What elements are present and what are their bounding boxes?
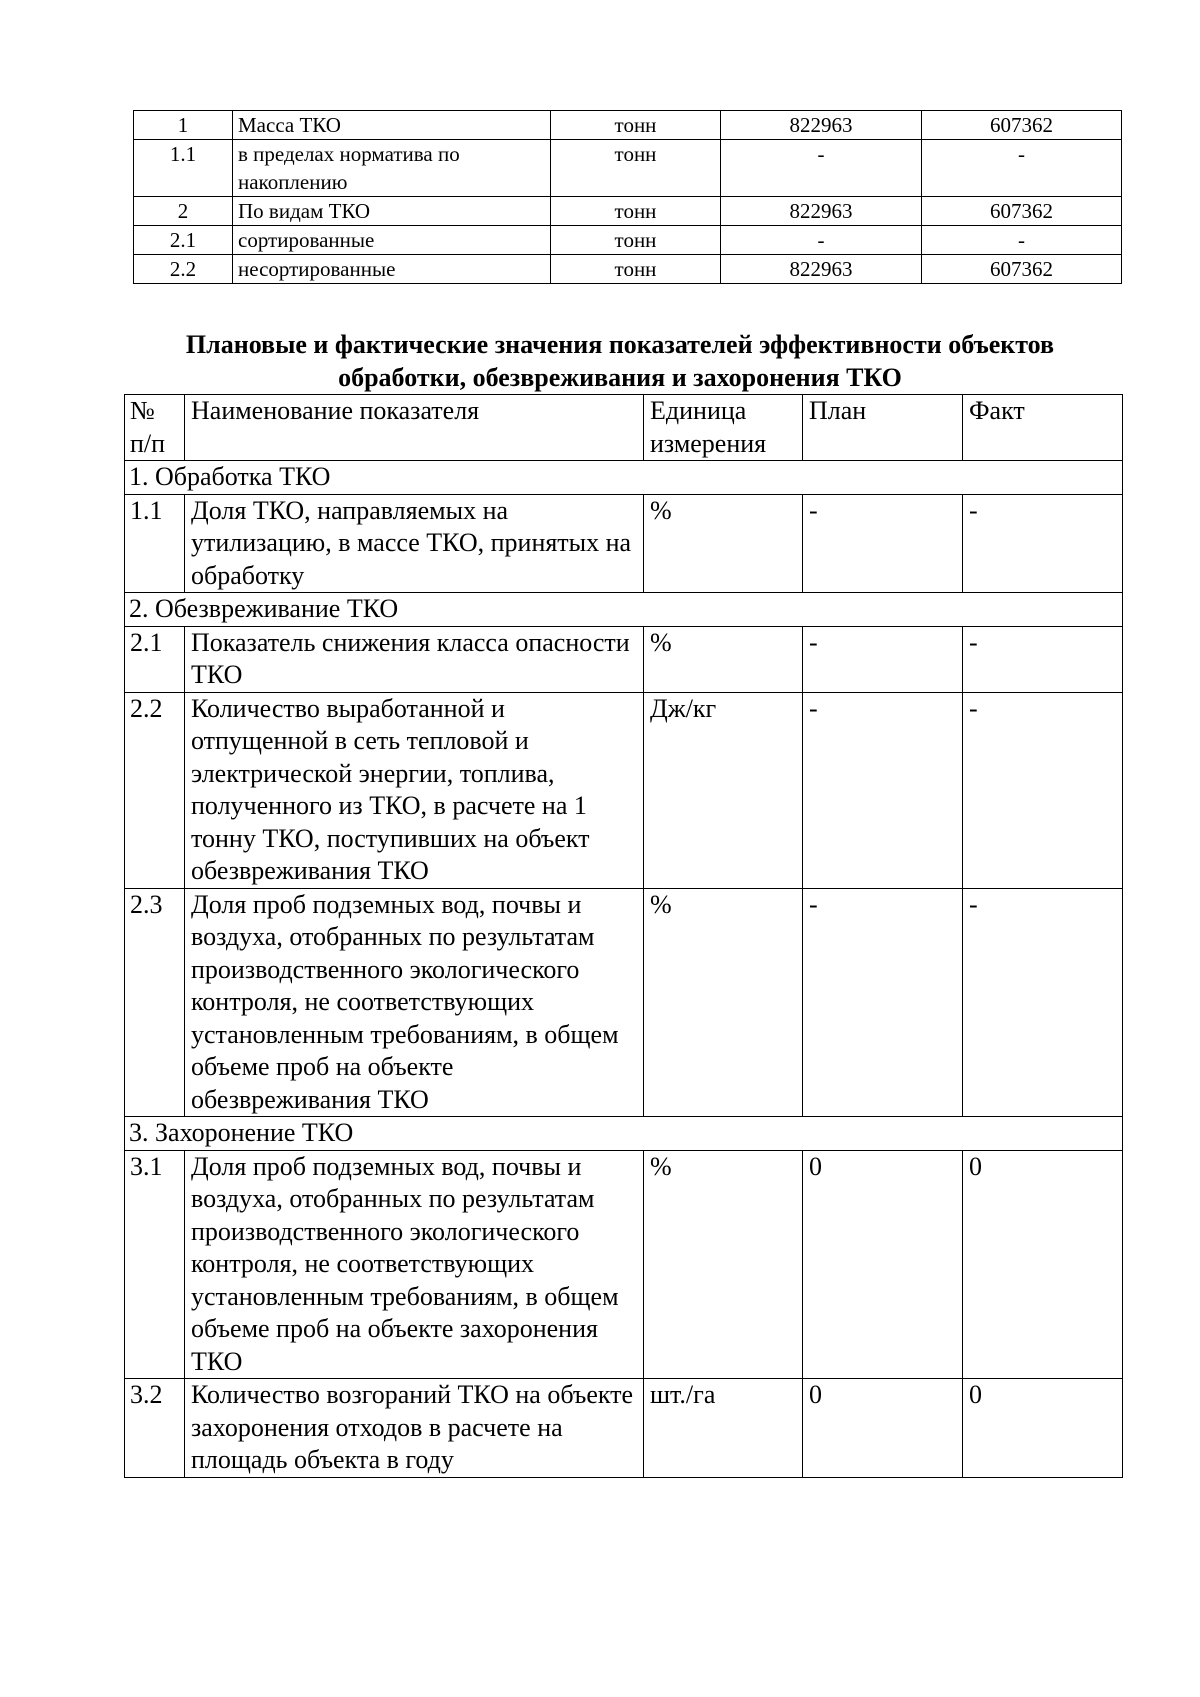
row-name: несортированные (233, 255, 551, 284)
row-number: 2.3 (125, 888, 185, 1117)
row-name: Доля проб подземных вод, почвы и воздуха, отобранных по результатам производственного экологического контроля, не соответствующих установленным требованиям, в общем объеме проб на объекте обезвреживания ТКО (185, 888, 644, 1117)
row-number: 3.1 (125, 1150, 185, 1379)
row-value-1: - (721, 226, 922, 255)
table-row (134, 197, 1122, 226)
table-row (125, 494, 1123, 593)
section-row (125, 461, 1123, 495)
row-name: Доля проб подземных вод, почвы и воздуха, отобранных по результатам производственного экологического контроля, не соответствующих установленным требованиям, в общем объеме проб на объекте захоронения ТКО (185, 1150, 644, 1379)
row-number: 2.1 (125, 626, 185, 692)
header-unit: Единица измерения (644, 395, 803, 461)
section-row (125, 593, 1123, 627)
row-value-1: 822963 (721, 255, 922, 284)
row-value-1: 822963 (721, 111, 922, 140)
section-title: Плановые и фактические значения показателей эффективности объектов обработки, обезвреживания и захоронения ТКО (185, 330, 1055, 392)
row-name: Показатель снижения класса опасности ТКО (185, 626, 644, 692)
row-fact: - (963, 888, 1123, 1117)
table-row (134, 140, 1122, 197)
row-name: сортированные (233, 226, 551, 255)
row-number: 2.1 (134, 226, 233, 255)
header-plan: План (803, 395, 963, 461)
row-plan: - (803, 494, 963, 593)
table-row (125, 888, 1123, 1117)
table-row (134, 226, 1122, 255)
row-value-2: 607362 (922, 255, 1122, 284)
row-number: 1.1 (134, 140, 233, 197)
section-title-cell: 1. Обработка ТКО (125, 461, 1123, 495)
row-unit: тонн (551, 197, 721, 226)
row-number: 1.1 (125, 494, 185, 593)
row-number: 1 (134, 111, 233, 140)
section-title-cell: 3. Захоронение ТКО (125, 1117, 1123, 1151)
row-number: 3.2 (125, 1379, 185, 1478)
row-number: 2.2 (125, 692, 185, 888)
row-plan: - (803, 626, 963, 692)
table-row (134, 255, 1122, 284)
row-name: Доля ТКО, направляемых на утилизацию, в массе ТКО, принятых на обработку (185, 494, 644, 593)
row-value-2: 607362 (922, 111, 1122, 140)
row-unit: % (644, 1150, 803, 1379)
table-row (125, 626, 1123, 692)
row-value-1: - (721, 140, 922, 197)
row-fact: - (963, 494, 1123, 593)
row-name: По видам ТКО (233, 197, 551, 226)
row-unit: тонн (551, 255, 721, 284)
section-row (125, 1117, 1123, 1151)
row-value-2: - (922, 226, 1122, 255)
header-fact: Факт (963, 395, 1123, 461)
row-unit: % (644, 888, 803, 1117)
row-name: в пределах норматива по накоплению (233, 140, 551, 197)
row-value-2: - (922, 140, 1122, 197)
volume-table (133, 110, 1122, 284)
row-value-1: 822963 (721, 197, 922, 226)
row-number: 2.2 (134, 255, 233, 284)
row-plan: 0 (803, 1379, 963, 1478)
row-plan: - (803, 888, 963, 1117)
row-unit: % (644, 626, 803, 692)
row-fact: 0 (963, 1150, 1123, 1379)
row-fact: - (963, 692, 1123, 888)
header-num: № п/п (125, 395, 185, 461)
table-row (125, 1379, 1123, 1478)
row-unit: % (644, 494, 803, 593)
table-row (125, 1150, 1123, 1379)
indicators-table (124, 394, 1123, 1478)
row-name: Масса ТКО (233, 111, 551, 140)
header-name: Наименование показателя (185, 395, 644, 461)
table-header-row (125, 395, 1123, 461)
row-unit: тонн (551, 226, 721, 255)
row-name: Количество выработанной и отпущенной в сеть тепловой и электрической энергии, топлива, полученного из ТКО, в расчете на 1 тонну ТКО, поступивших на объект обезвреживания ТКО (185, 692, 644, 888)
row-fact: 0 (963, 1379, 1123, 1478)
row-unit: тонн (551, 111, 721, 140)
row-number: 2 (134, 197, 233, 226)
table-row (134, 111, 1122, 140)
row-plan: - (803, 692, 963, 888)
row-unit: шт./га (644, 1379, 803, 1478)
row-name: Количество возгораний ТКО на объекте захоронения отходов в расчете на площадь объекта в году (185, 1379, 644, 1478)
row-unit: тонн (551, 140, 721, 197)
row-value-2: 607362 (922, 197, 1122, 226)
table-row (125, 692, 1123, 888)
row-plan: 0 (803, 1150, 963, 1379)
section-title-cell: 2. Обезвреживание ТКО (125, 593, 1123, 627)
row-unit: Дж/кг (644, 692, 803, 888)
row-fact: - (963, 626, 1123, 692)
